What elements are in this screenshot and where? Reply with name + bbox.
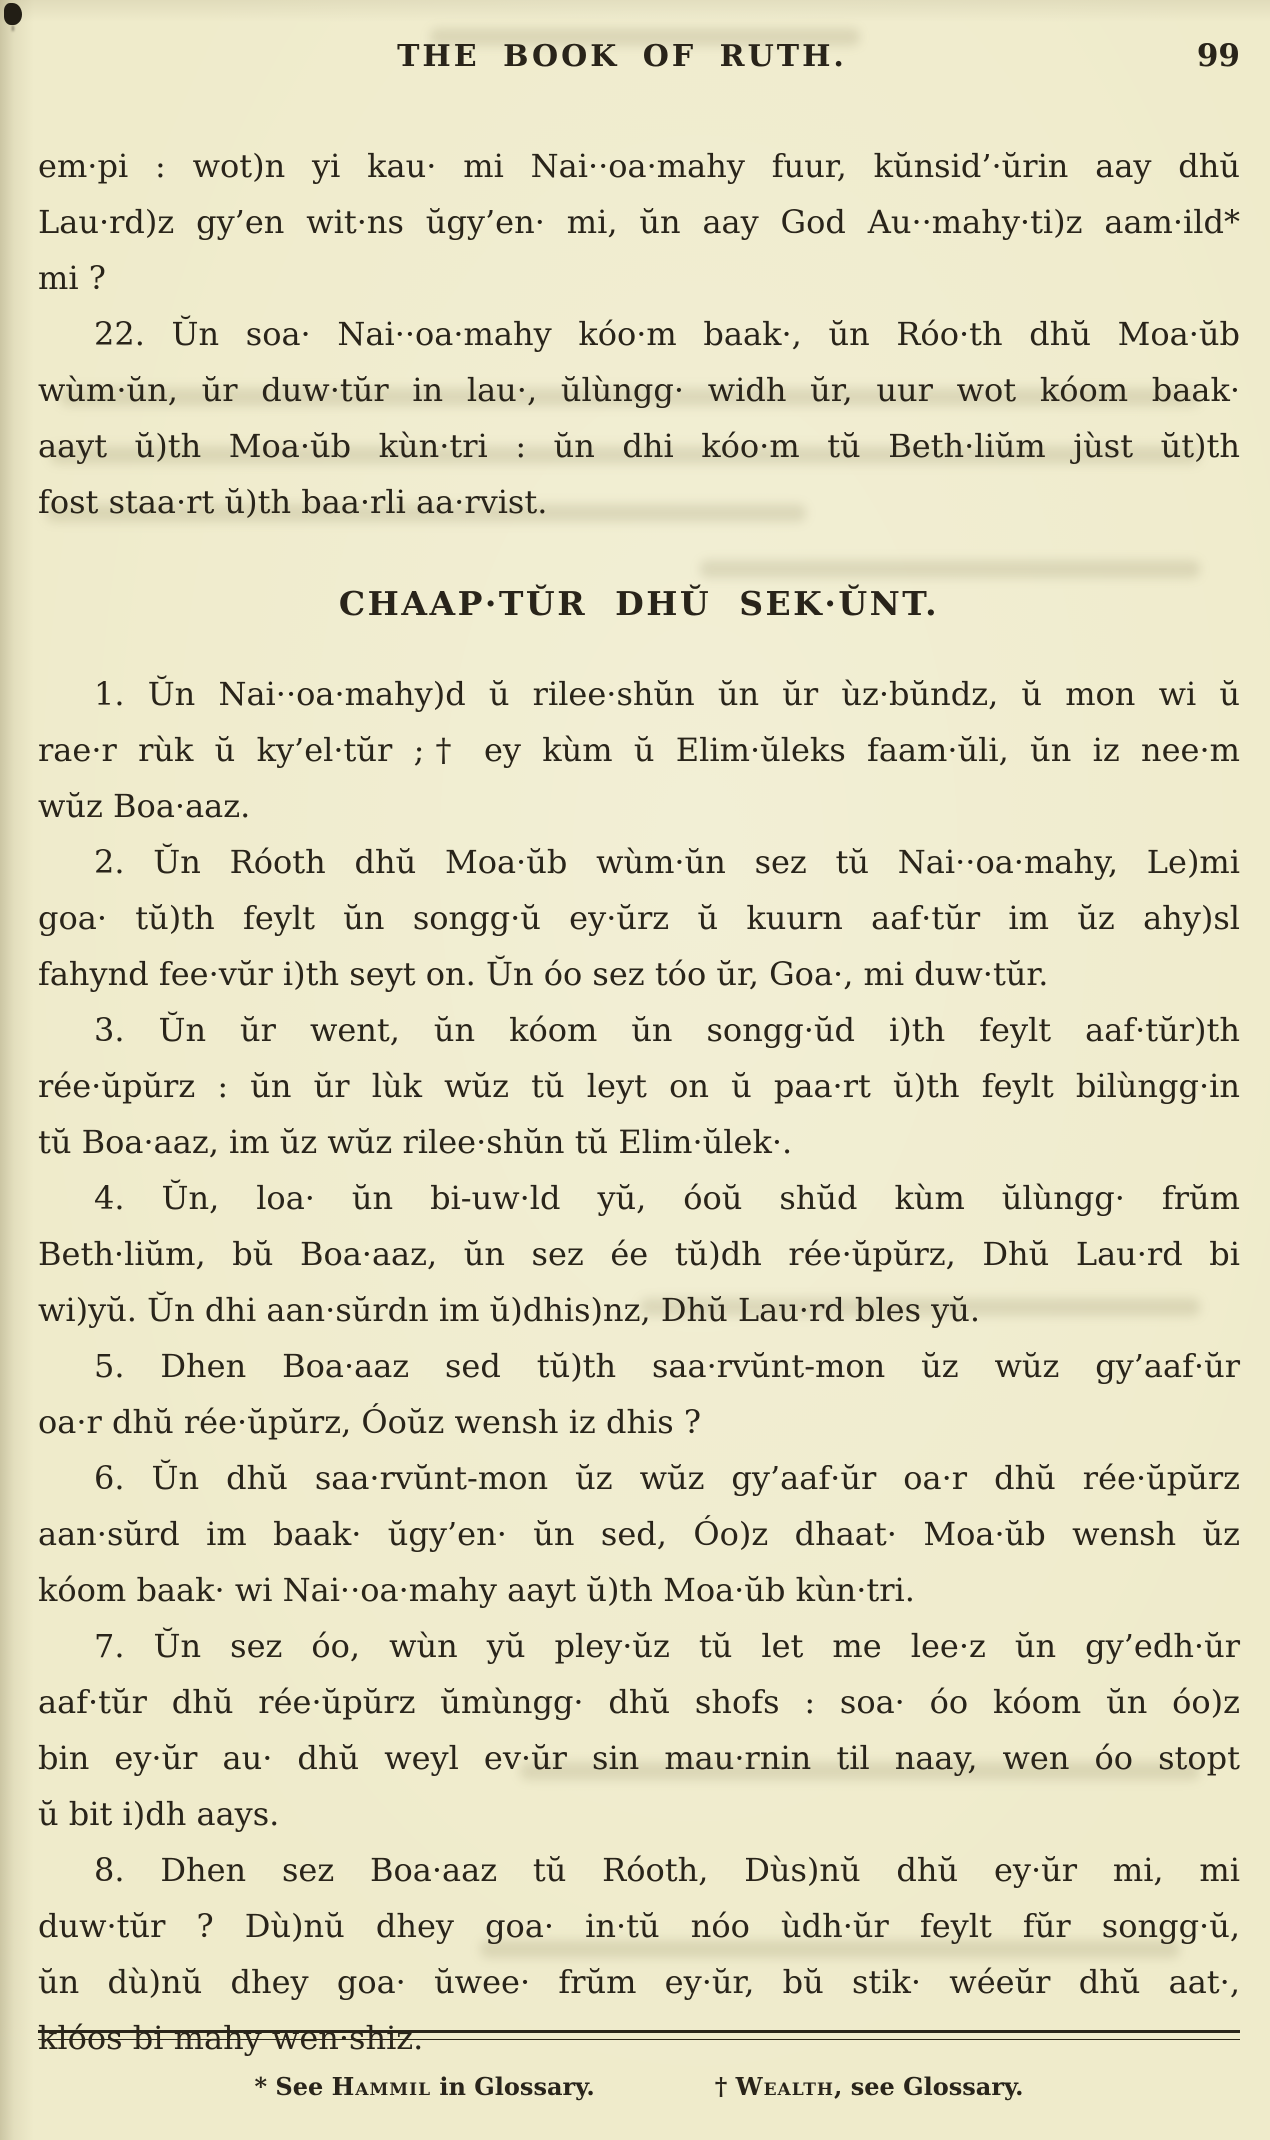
footnote (715, 2072, 1024, 2101)
footnote-text: † (714, 2072, 736, 2101)
text-line: ŭ bit i)dh aays. (38, 1795, 280, 1833)
text-line: 7. Ŭn sez óo, wùn yŭ pley·ŭz tŭ let me lee·z ŭn gy’edh·ŭr (94, 1627, 1240, 1665)
text-line: bin ey·ŭr au· dhŭ weyl ev·ŭr sin mau·rnin til naay, wen óo stopt (38, 1739, 1240, 1777)
text-line: tŭ Boa·aaz, im ŭz wŭz rilee·shŭn tŭ Elim·ŭlek·. (38, 1123, 793, 1161)
footnote-section (38, 2030, 1240, 2101)
chapter-heading: CHAAP·TŬR DHŬ SEK·ŬNT. (338, 584, 940, 623)
text-line: wi)yŭ. Ŭn dhi aan·sŭrdn im ŭ)dhis)nz, Dhŭ Lau·rd bles yŭ. (38, 1291, 981, 1329)
footnote-rule (38, 2030, 1240, 2040)
text-line: oa·r dhŭ rée·ŭpŭrz, Óoŭz wensh iz dhis ? (38, 1403, 702, 1441)
text-line: ŭn dù)nŭ dhey goa· ŭwee· frŭm ey·ŭr, bŭ stik· wéeŭr dhŭ aat·, (38, 1963, 1240, 2001)
paragraph (38, 1618, 1240, 1842)
text-line: wŭz Boa·aaz. (38, 787, 251, 825)
text-line: wùm·ŭn, ŭr duw·tŭr in lau·, ŭlùngg· widh ŭr, uur wot kóom baak· (38, 371, 1240, 409)
text-line: rée·ŭpŭrz : ŭn ŭr lùk wŭz tŭ leyt on ŭ paa·rt ŭ)th feylt bilùngg·in (38, 1067, 1240, 1105)
text-line: em·pi : wot)n yi kau· mi Nai··oa·mahy fuur, kŭnsid’·ŭrin aay dhŭ (38, 147, 1240, 185)
text-line: 8. Dhen sez Boa·aaz tŭ Róoth, Dùs)nŭ dhŭ ey·ŭr mi, mi (94, 1851, 1240, 1889)
text-line: mi ? (38, 259, 106, 297)
text-line: goa· tŭ)th feylt ŭn songg·ŭ ey·ŭrz ŭ kuurn aaf·tŭr im ŭz ahy)sl (38, 899, 1240, 937)
paragraph (38, 666, 1240, 834)
text-line: klóos bi mahy wen·shiz. (38, 2019, 424, 2057)
text-line: 1. Ŭn Nai··oa·mahy)d ŭ rilee·shŭn ŭn ŭr ùz·bŭndz, ŭ mon wi ŭ (94, 675, 1240, 713)
paragraph (38, 1338, 1240, 1450)
page-number: 99 (1196, 38, 1240, 74)
footnotes (38, 2072, 1240, 2101)
running-head (38, 38, 1240, 74)
paragraph (38, 1170, 1240, 1338)
text-line: 6. Ŭn dhŭ saa·rvŭnt-mon ŭz wŭz gy’aaf·ŭr oa·r dhŭ rée·ŭpŭrz (94, 1459, 1240, 1497)
ink-blot (4, 3, 22, 25)
footnote (254, 2072, 594, 2101)
paragraph (38, 834, 1240, 1002)
text-line: kóom baak· wi Nai··oa·mahy aayt ŭ)th Moa·ŭb kùn·tri. (38, 1571, 915, 1609)
text-line: aayt ŭ)th Moa·ŭb kùn·tri : ŭn dhi kóo·m tŭ Beth·liŭm jùst ŭt)th (38, 427, 1240, 465)
text-line: aaf·tŭr dhŭ rée·ŭpŭrz ŭmùngg· dhŭ shofs : soa· óo kóom ŭn óo)z (38, 1683, 1240, 1721)
text-line: 22. Ŭn soa· Nai··oa·mahy kóo·m baak·, ŭn Róo·th dhŭ Moa·ŭb (94, 315, 1240, 353)
paragraph (38, 306, 1240, 530)
page-title: THE BOOK OF RUTH. (397, 39, 847, 74)
text-line: Beth·liŭm, bŭ Boa·aaz, ŭn sez ée tŭ)dh rée·ŭpŭrz, Dhŭ Lau·rd bi (38, 1235, 1240, 1273)
footnote-text: , see Glossary. (834, 2072, 1024, 2101)
text-line: fahynd fee·vŭr i)th seyt on. Ŭn óo sez tóo ŭr, Goa·, mi duw·tŭr. (38, 955, 1049, 993)
text-line: 3. Ŭn ŭr went, ŭn kóom ŭn songg·ŭd i)th feylt aaf·tŭr)th (94, 1011, 1240, 1049)
footnote-text: * See (254, 2072, 332, 2101)
paragraph (38, 138, 1240, 306)
paragraph (38, 1450, 1240, 1618)
footnote-term: Wealth (735, 2072, 834, 2101)
text-line: duw·tŭr ? Dù)nŭ dhey goa· in·tŭ nóo ùdh·ŭr feylt fŭr songg·ŭ, (38, 1907, 1240, 1945)
text-block (38, 138, 1240, 2066)
paragraph (38, 1002, 1240, 1170)
text-line: 4. Ŭn, loa· ŭn bi-uw·ld yŭ, óoŭ shŭd kùm ŭlùngg· frŭm (94, 1179, 1240, 1217)
text-line: 2. Ŭn Róoth dhŭ Moa·ŭb wùm·ŭn sez tŭ Nai··oa·mahy, Le)mi (94, 843, 1240, 881)
text-line: aan·sŭrd im baak· ŭgy’en· ŭn sed, Óo)z dhaat· Moa·ŭb wensh ŭz (38, 1515, 1240, 1553)
text-line: Lau·rd)z gy’en wit·ns ŭgy’en· mi, ŭn aay God Au··mahy·ti)z aam·ild* (38, 203, 1240, 241)
text-line: rae·r rùk ŭ ky’el·tŭr ;† ey kùm ŭ Elim·ŭleks faam·ŭli, ŭn iz nee·m (38, 731, 1240, 769)
text-line: 5. Dhen Boa·aaz sed tŭ)th saa·rvŭnt-mon ŭz wŭz gy’aaf·ŭr (94, 1347, 1240, 1385)
footnote-text: in Glossary. (431, 2072, 595, 2101)
text-line: fost staa·rt ŭ)th baa·rli aa·rvist. (38, 483, 548, 521)
footnote-term: Hammil (331, 2072, 432, 2101)
